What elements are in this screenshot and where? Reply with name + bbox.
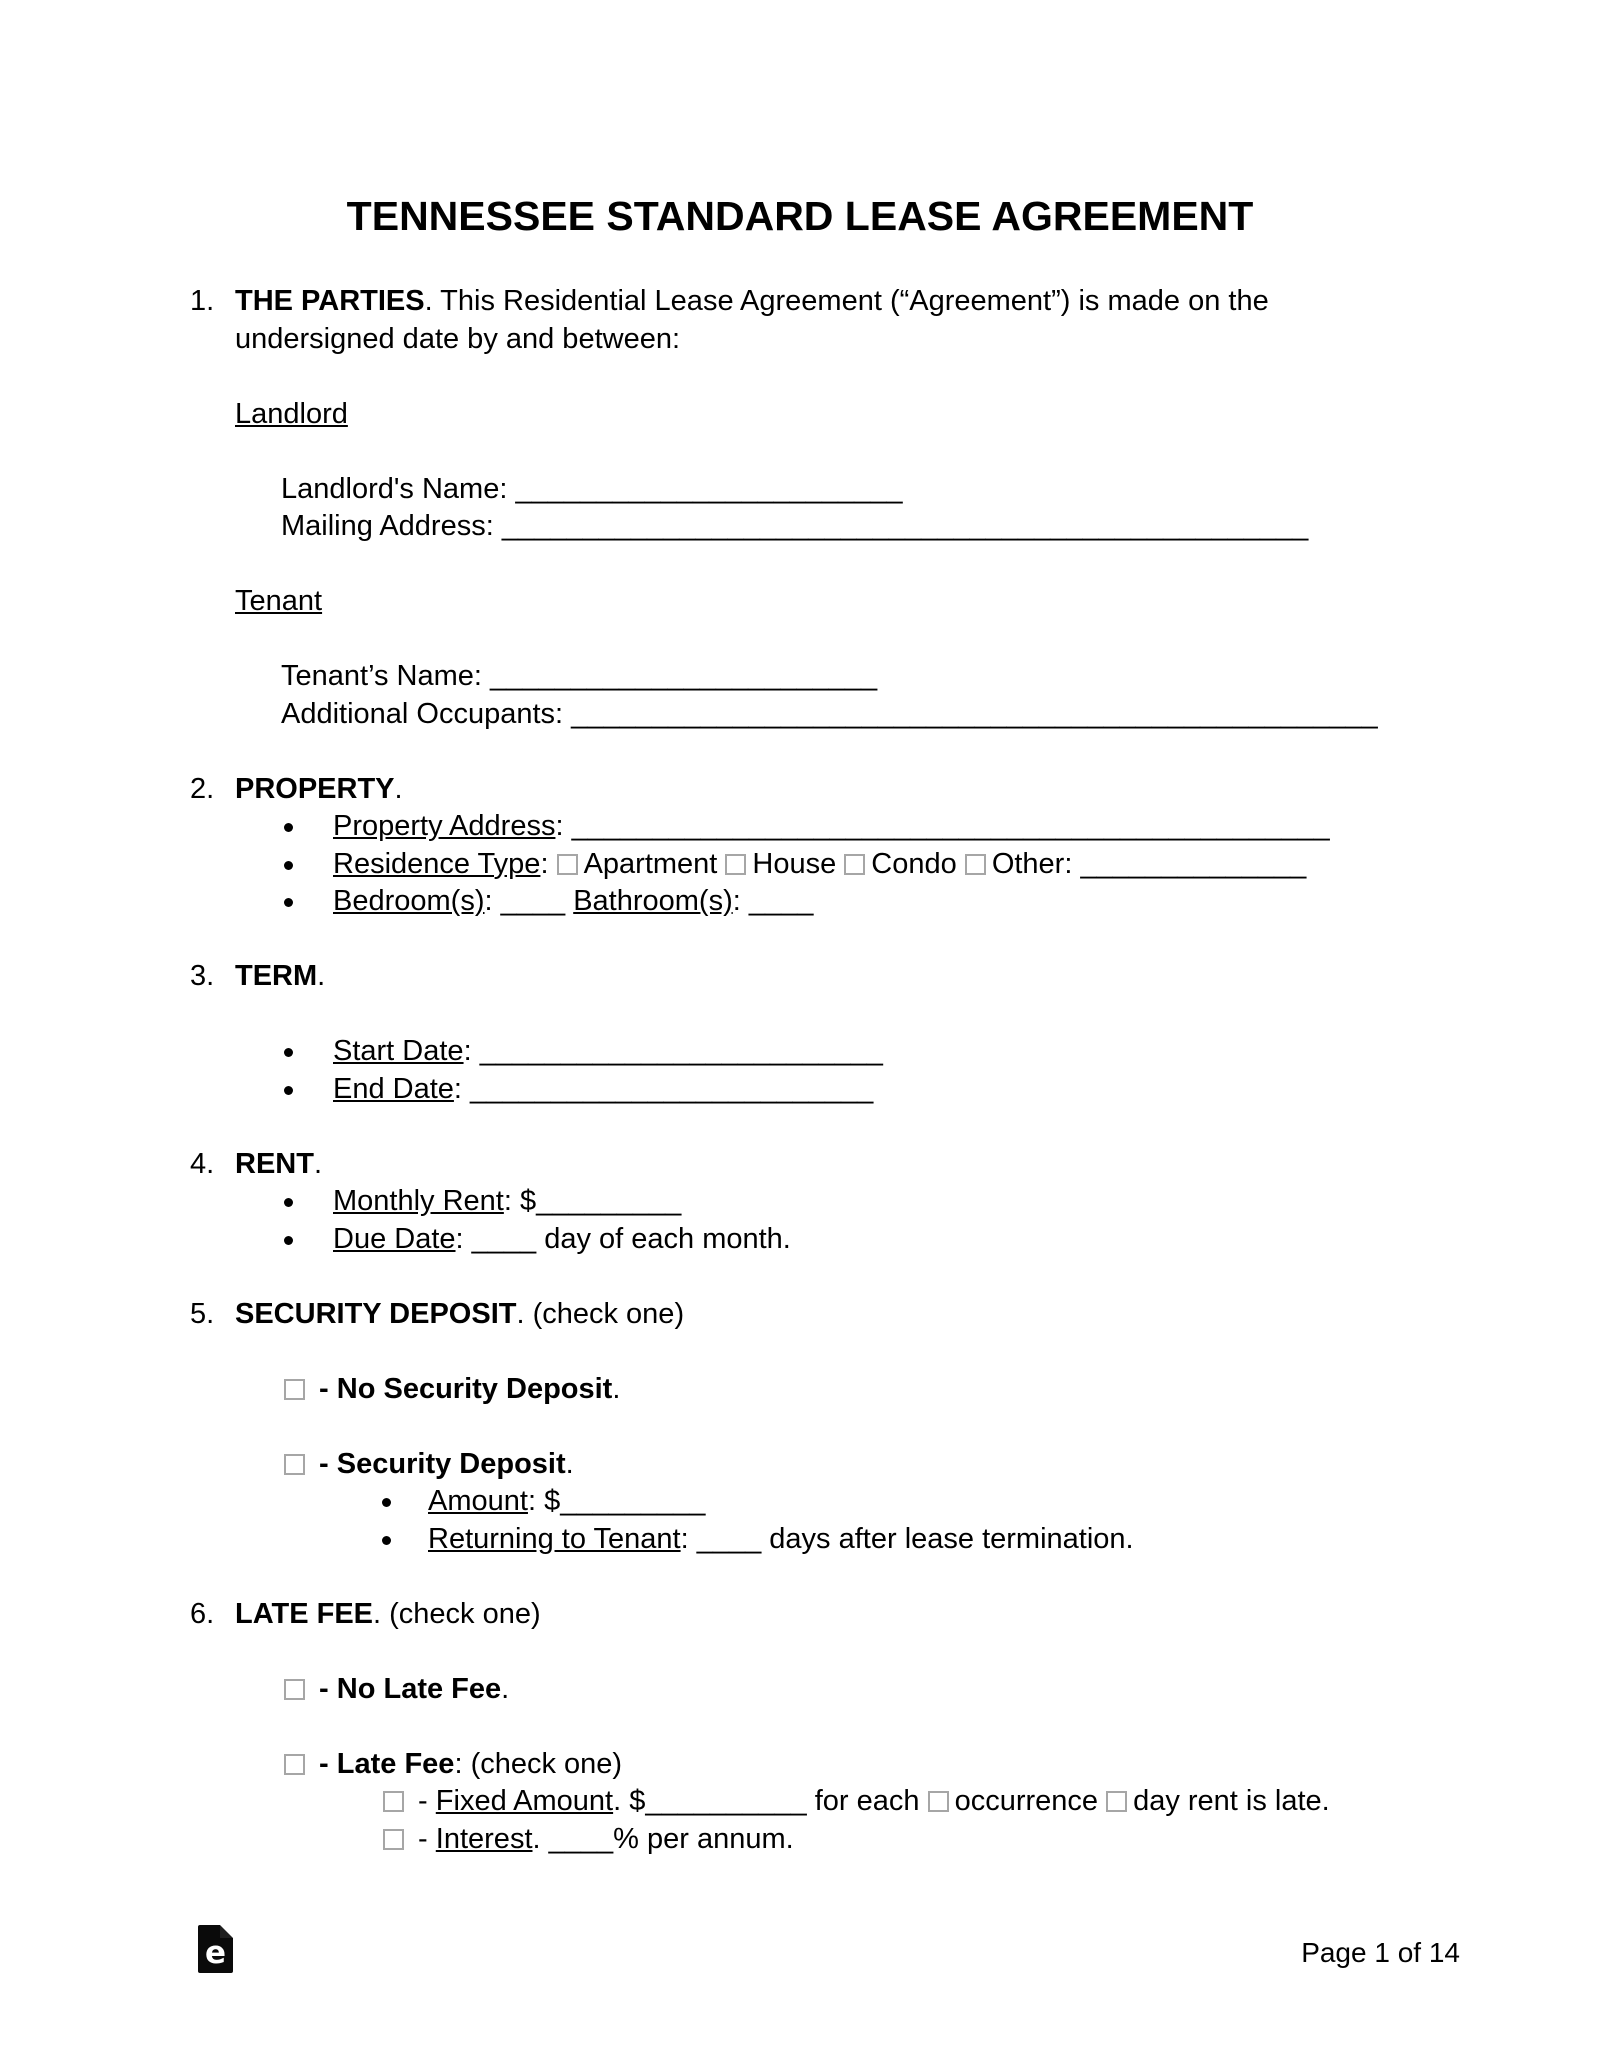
late-fee-row: - Late Fee: (check one) — [284, 1746, 1410, 1784]
bathroom-blank: ____ — [748, 885, 814, 917]
security-deposit-heading: SECURITY DEPOSIT — [235, 1297, 517, 1330]
end-date-line: End Date: _________________________ — [235, 1071, 1410, 1109]
deposit-amount-line: Amount: $_________ — [235, 1483, 1410, 1521]
start-date-label: Start Date — [333, 1035, 464, 1067]
landlord-name-line — [281, 471, 1410, 509]
property-address-label: Property Address — [333, 810, 556, 842]
mailing-address-line — [281, 508, 1410, 546]
end-date-label: End Date — [333, 1072, 454, 1105]
house-option-label: House — [752, 847, 845, 880]
fixed-amount-blank: __________ — [645, 1785, 807, 1817]
rent-heading-line: RENT. — [235, 1147, 323, 1180]
bedroom-blank: ____ — [500, 885, 574, 917]
monthly-rent-line: Monthly Rent: $_________ — [235, 1183, 1410, 1221]
section-property — [190, 771, 1410, 921]
apartment-option-label: Apartment — [583, 847, 726, 880]
monthly-rent-blank: _________ — [536, 1185, 682, 1217]
no-late-fee-checkbox[interactable] — [284, 1679, 305, 1700]
fixed-amount-row: - Fixed Amount. $__________ for each occurrence day rent is late. — [383, 1783, 1410, 1821]
condo-option-label: Condo — [871, 847, 965, 880]
tenant-subheading: Tenant — [235, 585, 323, 617]
mailing-address-blank: __________________________________________________ — [501, 510, 1309, 542]
end-date-blank: _________________________ — [470, 1072, 874, 1105]
occurrence-option-label: occurrence — [954, 1785, 1107, 1817]
rent-heading: RENT — [235, 1147, 314, 1180]
additional-occupants-label: Additional Occupants: — [281, 697, 572, 730]
section-the-parties — [190, 283, 1410, 733]
late-fee-checkbox[interactable] — [284, 1754, 305, 1775]
due-date-rest: day of each month. — [536, 1222, 791, 1255]
fixed-amount-label: Fixed Amount — [435, 1785, 614, 1817]
section-late-fee — [190, 1596, 1410, 1859]
house-checkbox[interactable] — [725, 854, 746, 875]
deposit-amount-blank: _________ — [560, 1485, 706, 1517]
section-number: 5. — [190, 1297, 215, 1330]
the-parties-heading-line — [235, 283, 1410, 358]
start-date-blank: _________________________ — [479, 1035, 883, 1067]
tenant-name-line — [281, 658, 1410, 696]
security-deposit-label: Security Deposit — [336, 1447, 566, 1480]
deposit-amount-label: Amount — [428, 1485, 528, 1517]
occurrence-checkbox[interactable] — [928, 1791, 949, 1812]
other-checkbox[interactable] — [965, 854, 986, 875]
property-address-line: Property Address: _______________________________________________ — [235, 808, 1410, 846]
security-deposit-heading-line: SECURITY DEPOSIT. (check one) — [235, 1297, 685, 1330]
section-rent — [190, 1146, 1410, 1259]
other-blank: ______________ — [1080, 847, 1307, 880]
page-fold-icon — [220, 1925, 233, 1938]
due-date-blank: ____ — [471, 1222, 537, 1255]
eforms-logo — [198, 1925, 233, 1973]
residence-type-line: Residence Type: Apartment House Condo Other: ______________ — [235, 846, 1410, 884]
eforms-logo-letter: e — [204, 1935, 227, 1971]
term-heading-line: TERM. — [235, 960, 326, 992]
the-parties-heading: THE PARTIES — [235, 285, 425, 317]
returning-to-tenant-label: Returning to Tenant — [428, 1522, 681, 1555]
late-fee-label: Late Fee — [336, 1747, 455, 1780]
bathroom-label: Bathroom(s) — [573, 885, 733, 917]
late-fee-heading: LATE FEE — [235, 1597, 374, 1630]
due-date-label: Due Date — [333, 1222, 456, 1255]
section-number: 1. — [190, 285, 215, 317]
day-rent-late-label: day rent is late. — [1133, 1785, 1330, 1817]
interest-blank: ____ — [548, 1822, 614, 1855]
mailing-address-label: Mailing Address: — [281, 510, 502, 542]
interest-rest: % per annum. — [613, 1822, 794, 1855]
section-number: 6. — [190, 1597, 215, 1630]
property-heading: PROPERTY — [235, 772, 395, 805]
late-fee-heading-line: LATE FEE. (check one) — [235, 1597, 541, 1630]
section-term — [190, 958, 1410, 1108]
no-security-deposit-label: No Security Deposit — [336, 1372, 613, 1405]
returning-to-tenant-blank: ____ — [696, 1522, 762, 1555]
interest-label: Interest — [435, 1822, 533, 1855]
the-parties-intro-text: . This Residential Lease Agreement (“Agreement”) is made on the undersigned date by and between: — [235, 285, 1269, 355]
term-heading: TERM — [235, 960, 318, 992]
section-number: 4. — [190, 1147, 215, 1180]
apartment-checkbox[interactable] — [557, 854, 578, 875]
section-number: 3. — [190, 960, 215, 992]
additional-occupants-blank: __________________________________________________ — [571, 697, 1378, 730]
bedroom-bathroom-line: Bedroom(s): ____ Bathroom(s): ____ — [235, 883, 1410, 921]
no-late-fee-row: - No Late Fee. — [284, 1671, 1410, 1709]
tenant-name-label: Tenant’s Name: — [281, 660, 491, 692]
page-number-label: Page 1 of 14 — [1301, 1937, 1460, 1968]
landlord-name-blank: ________________________ — [515, 472, 903, 505]
interest-row: - Interest. ____% per annum. — [383, 1821, 1410, 1859]
section-number: 2. — [190, 772, 215, 805]
interest-checkbox[interactable] — [383, 1829, 404, 1850]
no-security-deposit-checkbox[interactable] — [284, 1379, 305, 1400]
document-title: TENNESSEE STANDARD LEASE AGREEMENT — [346, 193, 1254, 239]
landlord-name-label: Landlord's Name: — [281, 472, 516, 505]
bedroom-label: Bedroom(s) — [333, 885, 485, 917]
no-late-fee-label: No Late Fee — [336, 1672, 502, 1705]
returning-to-tenant-rest: days after lease termination. — [761, 1522, 1134, 1555]
other-option-label: Other: — [991, 847, 1081, 880]
residence-type-label: Residence Type — [333, 847, 541, 880]
additional-occupants-line — [281, 696, 1410, 734]
returning-to-tenant-line: Returning to Tenant: ____ days after lease termination. — [235, 1521, 1410, 1559]
landlord-subheading: Landlord — [235, 397, 348, 430]
section-security-deposit — [190, 1296, 1410, 1559]
monthly-rent-label: Monthly Rent — [333, 1185, 504, 1217]
property-heading-line: PROPERTY. — [235, 772, 403, 805]
start-date-line: Start Date: _________________________ — [235, 1033, 1410, 1071]
day-rent-late-checkbox[interactable] — [1106, 1791, 1127, 1812]
condo-checkbox[interactable] — [844, 854, 865, 875]
fixed-amount-checkbox[interactable] — [383, 1791, 404, 1812]
security-deposit-checkbox[interactable] — [284, 1454, 305, 1475]
tenant-name-blank: ________________________ — [490, 660, 878, 692]
due-date-line: Due Date: ____ day of each month. — [235, 1221, 1410, 1259]
security-deposit-row: - Security Deposit. — [284, 1446, 1410, 1484]
property-address-blank: _______________________________________________ — [571, 810, 1330, 842]
no-security-deposit-row: - No Security Deposit. — [284, 1371, 1410, 1409]
document-content — [190, 195, 1410, 1858]
